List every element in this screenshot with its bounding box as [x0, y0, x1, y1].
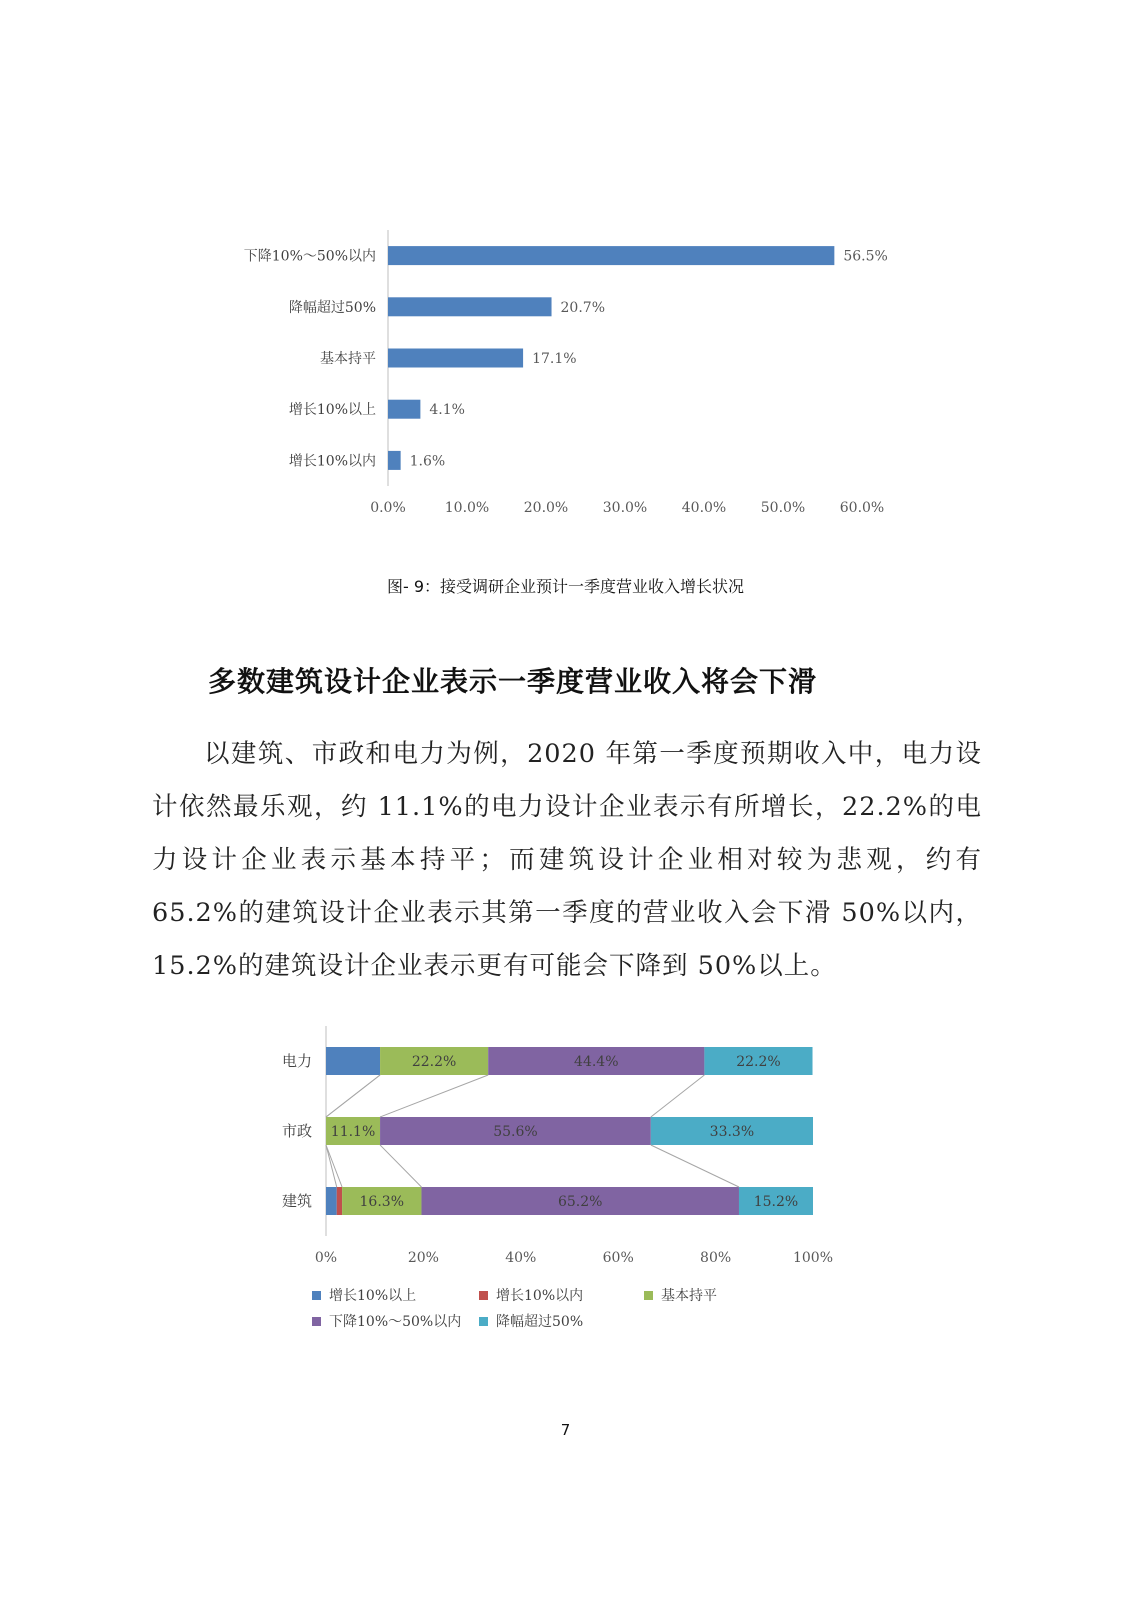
data-label: 22.2% — [736, 1054, 781, 1070]
category-label: 建筑 — [281, 1192, 312, 1210]
page-number: 7 — [560, 1421, 571, 1439]
figure-caption: 图- 9：接受调研企业预计一季度营业收入增长状况 — [386, 577, 745, 596]
x-tick-label: 60% — [602, 1250, 634, 1266]
series-line — [380, 1145, 421, 1187]
category-label: 基本持平 — [320, 351, 376, 367]
series-line — [651, 1075, 705, 1117]
x-tick-label: 30.0% — [602, 500, 648, 516]
stacked-segment — [326, 1047, 380, 1075]
legend-swatch — [312, 1291, 321, 1300]
data-label: 44.4% — [574, 1054, 619, 1070]
series-line — [326, 1145, 342, 1187]
category-label: 增长10%以内 — [288, 453, 376, 470]
legend-label: 增长10%以上 — [329, 1288, 417, 1304]
stacked-segment — [337, 1187, 342, 1215]
data-label: 11.1% — [330, 1124, 376, 1140]
x-tick-label: 20% — [407, 1250, 439, 1266]
category-label: 下降10%～50%以内 — [243, 248, 376, 265]
category-label: 电力 — [281, 1052, 312, 1070]
x-tick-label: 20.0% — [523, 500, 569, 516]
x-tick-label: 50.0% — [760, 500, 806, 516]
data-label: 55.6% — [493, 1124, 538, 1140]
data-label: 20.7% — [560, 299, 606, 316]
data-label: 56.5% — [843, 248, 888, 265]
category-label: 市政 — [281, 1122, 312, 1140]
x-tick-label: 10.0% — [444, 500, 490, 516]
data-label: 22.2% — [411, 1054, 457, 1070]
x-tick-label: 100% — [792, 1250, 834, 1266]
data-label: 65.2% — [557, 1194, 603, 1210]
data-label: 16.3% — [359, 1194, 405, 1210]
legend-swatch — [479, 1291, 488, 1300]
legend-swatch — [644, 1291, 653, 1300]
x-tick-label: 0.0% — [370, 500, 406, 516]
series-line — [651, 1145, 739, 1187]
data-label: 1.6% — [409, 453, 446, 470]
x-tick-label: 60.0% — [839, 500, 885, 516]
series-line — [326, 1145, 337, 1187]
legend-swatch — [312, 1317, 321, 1326]
x-tick-label: 0% — [314, 1250, 338, 1266]
section-heading: 多数建筑设计企业表示一季度营业收入将会下滑 — [208, 665, 818, 698]
series-line — [326, 1075, 380, 1117]
x-tick-label: 40% — [505, 1250, 537, 1266]
x-tick-label: 40.0% — [681, 500, 727, 516]
data-label: 4.1% — [429, 402, 465, 419]
legend-swatch — [479, 1317, 488, 1326]
legend-label: 基本持平 — [661, 1288, 717, 1304]
legend-label: 下降10%～50%以内 — [329, 1314, 462, 1330]
x-tick-label: 80% — [700, 1250, 732, 1266]
stacked-segment — [326, 1187, 337, 1215]
category-label: 增长10%以上 — [288, 402, 376, 419]
data-label: 33.3% — [709, 1124, 755, 1140]
series-line — [380, 1075, 488, 1117]
legend-label: 增长10%以内 — [496, 1288, 584, 1304]
category-label: 降幅超过50% — [288, 299, 376, 316]
body-paragraph: 以建筑、市政和电力为例，2020 年第一季度预期收入中，电力设计依然最乐观，约 11.1%的电力设计企业表示有所增长，22.2%的电力设计企业表示基本持平；而建筑设计企业相对较为悲观，约有 65.2%的建筑设计企业表示其第一季度的营业收入会下滑 50%以内，15.2%的建筑设计企业表示更有可能会下降到 50%以上。 — [152, 739, 982, 981]
data-label: 15.2% — [753, 1194, 799, 1210]
legend-label: 降幅超过50% — [496, 1314, 584, 1330]
data-label: 17.1% — [532, 351, 577, 367]
